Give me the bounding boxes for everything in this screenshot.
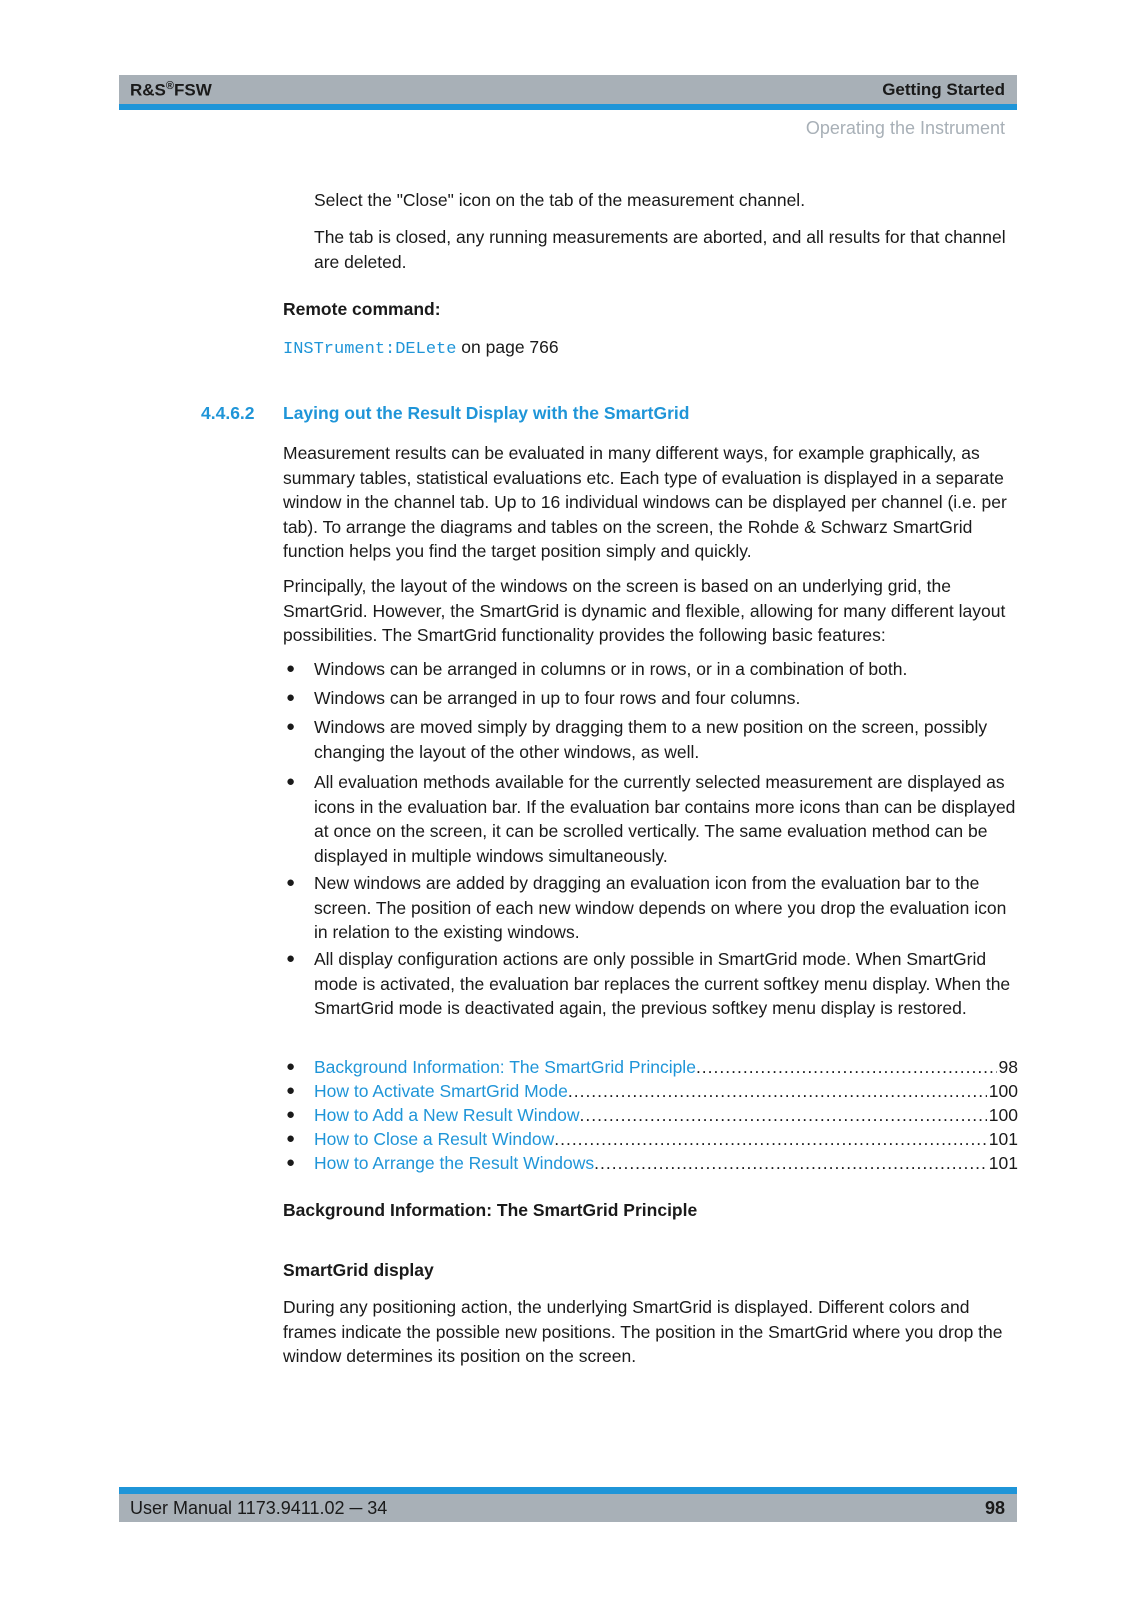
bullet-icon: ● <box>286 1058 296 1075</box>
toc-link[interactable]: How to Add a New Result Window <box>314 1105 580 1125</box>
chapter-title: Getting Started <box>882 80 1005 99</box>
page-footer <box>119 1494 1017 1522</box>
header-divider <box>119 104 1017 110</box>
footer-divider <box>119 1487 1017 1494</box>
subheading-background: Background Information: The SmartGrid Principle <box>283 1200 698 1220</box>
bullet-icon: ● <box>286 718 296 735</box>
paragraph-evaluation: Measurement results can be evaluated in many different ways, for example graphically, as summary tables, statistical evaluations etc. Each type of evaluation is displayed in a separate window in the channel tab. Up to 16 individual windows can be displayed per channel (i.e. per tab). To arrange the diagrams and tables on the screen, the Rohde & Schwarz SmartGrid function helps you find the target position simply and quickly. <box>283 443 1007 562</box>
subheading-smartgrid-display: SmartGrid display <box>283 1260 434 1280</box>
paragraph-layout: Principally, the layout of the windows on the screen is based on an underlying grid, the SmartGrid. However, the SmartGrid is dynamic and flexible, allowing for many different layout possibilities. The SmartGrid functionality provides the following basic features: <box>283 576 1006 646</box>
toc-page: 101 <box>988 1153 1018 1173</box>
toc-link[interactable]: How to Activate SmartGrid Mode <box>314 1081 568 1101</box>
document-id: User Manual 1173.9411.02 ─ 34 <box>130 1498 388 1518</box>
paragraph-tab-closed: The tab is closed, any running measurements are aborted, and all results for that channel are deleted. <box>314 227 1006 272</box>
bullet-icon: ● <box>286 950 296 967</box>
toc-page: 101 <box>988 1129 1018 1149</box>
page-header <box>119 75 1017 104</box>
toc-link[interactable]: How to Close a Result Window <box>314 1129 555 1149</box>
paragraph-positioning: During any positioning action, the underlying SmartGrid is displayed. Different colors and frames indicate the possible new positions. The position in the SmartGrid where you drop the window determines its position on the screen. <box>283 1297 1003 1367</box>
remote-command-label: Remote command: <box>283 299 441 319</box>
bullet-icon: ● <box>286 1106 296 1123</box>
bullet-icon: ● <box>286 689 296 706</box>
toc-page: 98 <box>998 1057 1018 1077</box>
remote-command-line <box>283 335 1018 363</box>
heading-number: 4.4.6.2 <box>201 403 255 423</box>
bullet-icon: ● <box>286 773 296 790</box>
toc-page: 100 <box>988 1081 1018 1101</box>
heading-title: Laying out the Result Display with the SmartGrid <box>283 403 690 423</box>
toc-item[interactable] <box>283 1055 1018 1079</box>
toc-item[interactable] <box>283 1151 1018 1175</box>
toc-item[interactable] <box>283 1079 1018 1103</box>
bullet-icon: ● <box>286 660 296 677</box>
page-number: 98 <box>984 1498 1005 1518</box>
remote-command-link[interactable]: INSTrument:DELete <box>283 340 457 359</box>
bullet-icon: ● <box>286 1082 296 1099</box>
section-title: Operating the Instrument <box>805 118 1005 138</box>
toc-item[interactable] <box>283 1127 1018 1151</box>
toc-item[interactable] <box>283 1103 1018 1127</box>
toc-page: 100 <box>988 1105 1018 1125</box>
remote-command-page: on page 766 <box>456 337 559 357</box>
paragraph-close-icon: Select the "Close" icon on the tab of the measurement channel. <box>314 190 806 210</box>
bullet-icon: ● <box>286 1130 296 1147</box>
toc-link[interactable]: Background Information: The SmartGrid Principle <box>314 1057 696 1077</box>
brand-name: R&S®FSW <box>130 80 212 100</box>
toc-link[interactable]: How to Arrange the Result Windows <box>314 1153 595 1173</box>
bullet-icon: ● <box>286 874 296 891</box>
bullet-icon: ● <box>286 1154 296 1171</box>
